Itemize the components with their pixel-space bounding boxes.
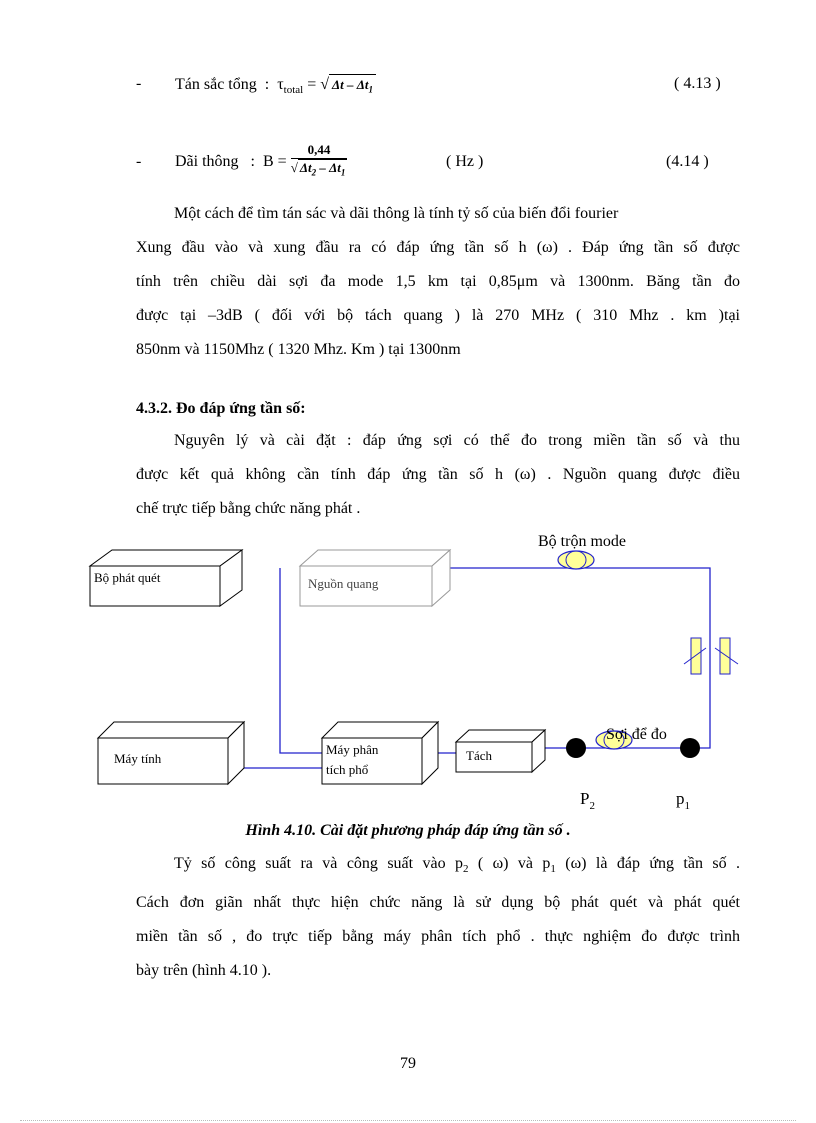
computer-label: Máy tính <box>114 751 162 766</box>
attenuator-icon <box>684 638 738 674</box>
point-p1 <box>680 738 700 758</box>
spectrum-analyzer-label-2: tích phổ <box>326 762 369 777</box>
fiber-label: Sợi để đo <box>606 726 667 743</box>
light-source-label: Nguồn quang <box>308 576 379 591</box>
eq-4-14-fraction: $\frac{0,44}{√ \Delta t_2 - \Delta t_1}$ <box>290 142 346 178</box>
para3-line: Cách đơn giãn nhất thực hiện chức năng là sử dụng bộ phát quét và phát quét <box>136 894 740 912</box>
eq-4-13-label: Tán sắc tổng : $\tau_{total}$ = √ Δt – $\Delta t_1$ <box>175 74 376 100</box>
para1-line: Một cách để tìm tán sác và dãi thông là tính tỷ số của biến đổi fourier <box>174 205 619 222</box>
spectrum-analyzer-box <box>322 722 438 784</box>
detector-box <box>456 730 545 772</box>
eq-4-13-bullet: - <box>136 75 142 92</box>
eq-4-14-formula: Dãi thông : B = $\frac{0,44}{√ \Delta t_2 - \Delta t_1}$ <box>175 140 347 184</box>
point-p2 <box>566 738 586 758</box>
spectrum-analyzer-label-1: Máy phân <box>326 742 379 757</box>
mode-mixer-label: Bộ trộn mode <box>538 533 626 550</box>
paragraph-conclusion <box>136 847 740 988</box>
line-source-to-fiber <box>450 568 710 748</box>
para1-line: được tại –3dB ( đối với bộ tách quang ) là 270 MHz ( 310 Mhz . km )tại <box>136 307 740 324</box>
para3-line: Tỷ số công suất ra và công suất vào $p_2$ ( ω) và $p_1$ (ω) là đáp ứng tần số . <box>174 855 740 876</box>
mode-mixer-icon <box>558 551 594 569</box>
section-heading: 4.3.2. Đo đáp ứng tần số: <box>136 400 306 417</box>
para1-line: tính trên chiều dài sợi đa mode 1,5 km tại 0,85μm và 1300nm. Băng tần đo <box>136 273 740 290</box>
para3-line: bày trên (hình 4.10 ). <box>136 962 272 980</box>
para2-line: Nguyên lý và cài đặt : đáp ứng sợi có thể đo trong miền tần số và thu <box>174 432 740 449</box>
page-number: 79 <box>400 1055 416 1072</box>
footer-divider <box>20 1120 796 1121</box>
detector-label: Tách <box>466 748 492 763</box>
computer-box <box>98 722 244 784</box>
para1-line: 850nm và 1150Mhz ( 1320 Mhz. Km ) tại 1300nm <box>136 341 461 358</box>
sweep-generator-label: Bộ phát quét <box>94 570 161 585</box>
eq-4-13-number: ( 4.13 ) <box>674 75 721 92</box>
para3-line: miền tần số , đo trực tiếp bằng máy phân tích phổ . thực nghiệm đo được trình <box>136 928 740 946</box>
figure-caption: Hình 4.10. Cài đặt phương pháp đáp ứng tần số . <box>245 822 571 839</box>
paragraph-fourier <box>136 197 740 367</box>
p1-label: $p_1$ <box>676 789 690 812</box>
light-source-box <box>300 550 450 606</box>
mode-mixer <box>538 533 626 569</box>
paragraph-principle <box>136 424 740 526</box>
para1-line: Xung đầu vào và xung đầu ra có đáp ứng tần số h (ω) . Đáp ứng tần số được <box>136 239 740 256</box>
eq-4-14-unit: ( Hz ) <box>446 153 484 170</box>
fiber-under-test <box>566 726 700 812</box>
setup-diagram <box>0 520 816 820</box>
para2-line: chế trực tiếp bằng chức năng phát . <box>136 500 361 517</box>
eq-4-13-formula: $\tau_{total}$ = √ Δt – $\Delta t_1$ <box>277 76 376 93</box>
p2-label: $P_2$ <box>580 789 595 812</box>
eq-4-14-number: (4.14 ) <box>666 153 709 170</box>
eq-4-14-bullet: - <box>136 153 142 170</box>
sweep-generator-box <box>90 550 242 606</box>
para2-line: được kết quả không cần tính đáp ứng tần số h (ω) . Nguồn quang được điều <box>136 466 740 483</box>
